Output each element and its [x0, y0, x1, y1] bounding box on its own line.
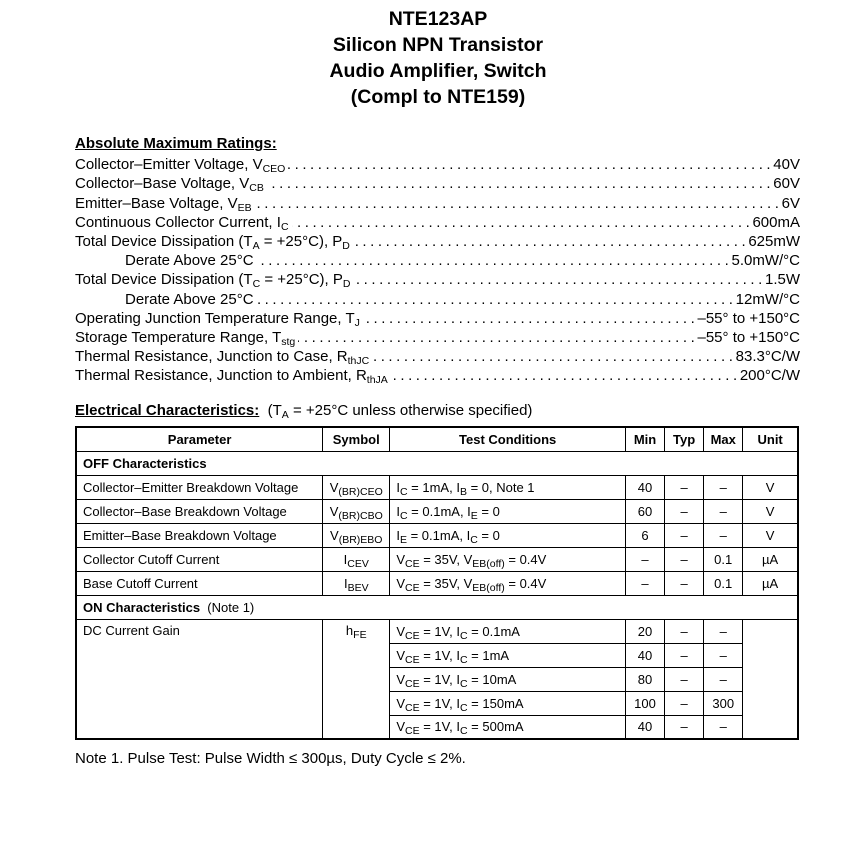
unit-cell: V [743, 523, 798, 547]
test-conditions: $V_{CE} = 1V$, $I_C = 10mA$ [390, 667, 626, 691]
parameter-cell: DC Current Gain [76, 619, 323, 739]
rating-row [75, 212, 800, 231]
test-conditions: $V_{CE} = 1V$, $I_C = 1mA$ [390, 643, 626, 667]
typ-cell: – [665, 643, 704, 667]
max-cell: – [704, 715, 743, 739]
rating-label: Collector–Emitter Voltage, $V_{CEO}$ [75, 156, 286, 176]
max-cell: – [704, 499, 743, 523]
parameter-cell: Collector–Emitter Breakdown Voltage [76, 475, 323, 499]
table-row [76, 619, 798, 643]
rating-value: –55° to +150°C [697, 309, 800, 327]
footnote: Note 1. Pulse Test: Pulse Width ≤ 300µs, Duty Cycle ≤ 2%. [75, 750, 466, 767]
min-cell: 100 [625, 691, 664, 715]
min-cell: 80 [625, 667, 664, 691]
part-number: NTE123AP [388, 8, 488, 30]
typ-cell: – [665, 523, 704, 547]
rating-label: Operating Junction Temperature Range, $T_J$ [75, 309, 360, 329]
rating-value: 12mW/°C [735, 290, 800, 308]
typ-cell: – [665, 667, 704, 691]
column-header: Parameter [76, 427, 323, 451]
leader-dots [298, 329, 694, 346]
symbol-cell: $V_{(BR)CEO}$ [323, 475, 390, 499]
group-label: OFF Characteristics [76, 451, 798, 475]
min-cell: 40 [625, 715, 664, 739]
group-label: ON Characteristics (Note 1) [76, 595, 798, 619]
title-block [0, 6, 850, 110]
parameter-cell: Collector Cutoff Current [76, 547, 323, 571]
typ-cell: – [665, 691, 704, 715]
parameter-cell: Collector–Base Breakdown Voltage [76, 499, 323, 523]
rating-label: Thermal Resistance, Junction to Ambient, $R_{thJA}$ [75, 367, 388, 387]
unit-cell: µA [743, 571, 798, 595]
unit-cell [743, 619, 798, 739]
rating-label: Derate Above 25°C [125, 290, 254, 308]
leader-dots [292, 214, 750, 231]
rating-row [75, 269, 800, 291]
test-conditions: $V_{CE} = 35V$, $V_{EB(off)} = 0.4V$ [390, 547, 626, 571]
typ-cell: – [665, 715, 704, 739]
column-header: Min [625, 427, 664, 451]
min-cell: 20 [625, 619, 664, 643]
complement-note: (Compl to NTE159) [350, 86, 526, 108]
electrical-characteristics-table [75, 426, 799, 740]
table-row [76, 475, 798, 499]
max-cell: – [704, 643, 743, 667]
rating-value: 6V [781, 194, 800, 212]
min-cell: – [625, 571, 664, 595]
rating-value: 600mA [752, 213, 800, 231]
leader-dots [353, 271, 762, 288]
rating-value: 5.0mW/°C [731, 252, 800, 270]
rating-row [75, 288, 800, 307]
rating-value: 625mW [748, 232, 800, 250]
symbol-cell: $I_{BEV}$ [323, 571, 390, 595]
device-type: Silicon NPN Transistor [332, 34, 544, 56]
typ-cell: – [665, 475, 704, 499]
max-cell: – [704, 619, 743, 643]
max-cell: 300 [704, 691, 743, 715]
leader-dots [257, 252, 729, 269]
table-row [76, 547, 798, 571]
column-header: Max [704, 427, 743, 451]
rating-row [75, 231, 800, 250]
group-row [76, 595, 798, 619]
min-cell: 40 [625, 475, 664, 499]
rating-row [75, 173, 800, 195]
unit-cell: V [743, 475, 798, 499]
symbol-cell: $V_{(BR)EBO}$ [323, 523, 390, 547]
device-application: Audio Amplifier, Switch [329, 60, 547, 82]
max-cell: – [704, 667, 743, 691]
unit-cell: µA [743, 547, 798, 571]
symbol-cell: $h_{FE}$ [323, 619, 390, 739]
abs-max-heading: Absolute Maximum Ratings: [75, 135, 277, 152]
leader-dots [257, 291, 733, 308]
rating-value: 40V [773, 156, 800, 174]
test-conditions: $V_{CE} = 1V$, $I_C = 0.1mA$ [390, 619, 626, 643]
max-cell: – [704, 523, 743, 547]
group-row [76, 451, 798, 475]
min-cell: 40 [625, 643, 664, 667]
parameter-cell: Emitter–Base Breakdown Voltage [76, 523, 323, 547]
rating-row [75, 346, 800, 368]
parameter-cell: Base Cutoff Current [76, 571, 323, 595]
rating-value: 60V [773, 175, 800, 193]
rating-label: Derate Above 25°C [125, 252, 254, 270]
rating-row [75, 365, 800, 387]
column-header: Symbol [323, 427, 390, 451]
rating-value: 83.3°C/W [735, 348, 800, 366]
min-cell: 6 [625, 523, 664, 547]
table-row [76, 523, 798, 547]
rating-row [75, 327, 800, 346]
test-conditions: $V_{CE} = 1V$, $I_C = 500mA$ [390, 715, 626, 739]
typ-cell: – [665, 571, 704, 595]
rating-label: Total Device Dissipation $(T_C = +25^\circ C)$, $P_D$ [75, 271, 351, 291]
abs-max-ratings-list [75, 154, 800, 387]
test-conditions: $I_C = 1mA$, $I_B = 0$, Note 1 [390, 475, 626, 499]
electrical-heading: Electrical Characteristics: ($T_A = +25^\circ C$ unless otherwise specified) [75, 402, 533, 421]
rating-label: Storage Temperature Range, $T_{stg}$ [75, 328, 296, 348]
rating-row [75, 250, 800, 269]
test-conditions: $V_{CE} = 1V$, $I_C = 150mA$ [390, 691, 626, 715]
rating-row [75, 154, 800, 176]
symbol-cell: $V_{(BR)CBO}$ [323, 499, 390, 523]
max-cell: 0.1 [704, 547, 743, 571]
leader-dots [267, 175, 770, 192]
column-header: Test Conditions [390, 427, 626, 451]
typ-cell: – [665, 547, 704, 571]
rating-value: –55° to +150°C [697, 328, 800, 346]
rating-value: 1.5W [764, 271, 800, 289]
unit-cell: V [743, 499, 798, 523]
table-row [76, 571, 798, 595]
table-row [76, 499, 798, 523]
rating-label: Continuous Collector Current, $I_C$ [75, 213, 289, 233]
test-conditions: $I_C = 0.1mA$, $I_E = 0$ [390, 499, 626, 523]
rating-row [75, 192, 800, 214]
leader-dots [353, 233, 745, 250]
leader-dots [363, 310, 695, 327]
leader-dots [372, 348, 732, 365]
leader-dots [391, 367, 737, 384]
rating-row [75, 308, 800, 327]
table-header-row [76, 427, 798, 451]
max-cell: 0.1 [704, 571, 743, 595]
typ-cell: – [665, 499, 704, 523]
rating-value: 200°C/W [739, 367, 800, 385]
leader-dots [288, 156, 770, 173]
symbol-cell: $I_{CEV}$ [323, 547, 390, 571]
min-cell: 60 [625, 499, 664, 523]
leader-dots [255, 195, 779, 212]
max-cell: – [704, 475, 743, 499]
min-cell: – [625, 547, 664, 571]
rating-label: Thermal Resistance, Junction to Case, $R_{thJC}$ [75, 348, 370, 368]
column-header: Typ [665, 427, 704, 451]
rating-label: Emitter–Base Voltage, $V_{EB}$ [75, 194, 252, 214]
rating-label: Collector–Base Voltage, $V_{CB}$ [75, 175, 264, 195]
electrical-conditions: ($T_A = +25^\circ C$ unless otherwise specified) [267, 402, 533, 421]
typ-cell: – [665, 619, 704, 643]
column-header: Unit [743, 427, 798, 451]
test-conditions: $V_{CE} = 35V$, $V_{EB(off)} = 0.4V$ [390, 571, 626, 595]
test-conditions: $I_E = 0.1mA$, $I_C = 0$ [390, 523, 626, 547]
rating-label: Total Device Dissipation $(T_A = +25^\circ C)$, $P_D$ [75, 232, 350, 252]
